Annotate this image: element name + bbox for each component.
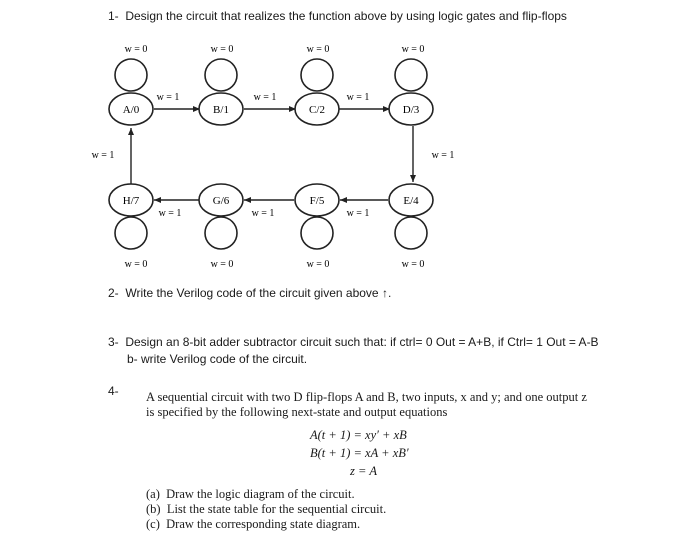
part-c-text: Draw the corresponding state diagram. [166, 517, 361, 531]
self-loop-label: w = 0 [210, 44, 234, 55]
self-loop-label: w = 0 [124, 259, 148, 270]
question-1-number: 1- [108, 9, 119, 23]
question-3-line-2: b- write Verilog code of the circuit. [127, 352, 308, 366]
self-loop [395, 59, 427, 91]
question-2-number: 2- [108, 286, 119, 300]
part-b-label: (b) [146, 502, 161, 516]
self-loop-label: w = 0 [401, 44, 425, 55]
part-c [146, 517, 360, 532]
question-1-text: Design the circuit that realizes the function above by using logic gates and flip-flops [125, 9, 567, 23]
self-loop [115, 59, 147, 91]
self-loop [205, 217, 237, 249]
question-4-number: 4- [108, 384, 119, 398]
state-label: E/4 [403, 195, 419, 207]
question-3 [108, 335, 599, 349]
state-label: B/1 [213, 104, 229, 116]
question-2-text: Write the Verilog code of the circuit given above [125, 286, 379, 300]
transition-label: w = 1 [346, 208, 370, 219]
self-loop [205, 59, 237, 91]
part-b-text: List the state table for the sequential circuit. [166, 502, 387, 516]
question-4-line-1: A sequential circuit with two D flip-flops A and B, two inputs, x and y; and one output z [146, 390, 587, 404]
question-2 [108, 286, 391, 300]
self-loop-label: w = 0 [306, 44, 330, 55]
self-loop [115, 217, 147, 249]
self-loop-label: w = 0 [306, 259, 330, 270]
state-label: C/2 [309, 104, 325, 116]
part-a-label: (a) [146, 487, 160, 501]
self-loop-label: w = 0 [210, 259, 234, 270]
question-3-line-1: Design an 8-bit adder subtractor circuit such that: if ctrl= 0 Out = A+B, if Ctrl= 1 Out = A-B [125, 335, 599, 349]
self-loop [301, 217, 333, 249]
equation-b: B(t + 1) = xA + xB′ [310, 446, 409, 460]
part-c-label: (c) [146, 517, 160, 531]
question-4-line-2: is specified by the following next-state and output equations [146, 405, 448, 419]
question-3-number: 3- [108, 335, 119, 349]
self-loop [301, 59, 333, 91]
up-arrow-icon: ↑. [381, 286, 392, 300]
state-label: A/0 [122, 104, 140, 116]
equation-a: A(t + 1) = xy′ + xB [310, 428, 407, 442]
state-label: F/5 [309, 195, 325, 207]
self-loop-label: w = 0 [401, 259, 425, 270]
transition-label: w = 1 [158, 208, 182, 219]
part-a-text: Draw the logic diagram of the circuit. [166, 487, 355, 501]
transition-label: w = 1 [346, 92, 370, 103]
self-loop [395, 217, 427, 249]
equation-z: z = A [350, 464, 377, 478]
part-b [146, 502, 386, 517]
transition-label: w = 1 [431, 150, 455, 161]
self-loop-label: w = 0 [124, 44, 148, 55]
transition-label: w = 1 [156, 92, 180, 103]
part-a [146, 487, 355, 502]
transition-label: w = 1 [253, 92, 277, 103]
state-label: G/6 [212, 195, 230, 207]
state-label: D/3 [402, 104, 420, 116]
transition-label: w = 1 [251, 208, 275, 219]
transition-label: w = 1 [91, 150, 115, 161]
state-label: H/7 [122, 195, 140, 207]
